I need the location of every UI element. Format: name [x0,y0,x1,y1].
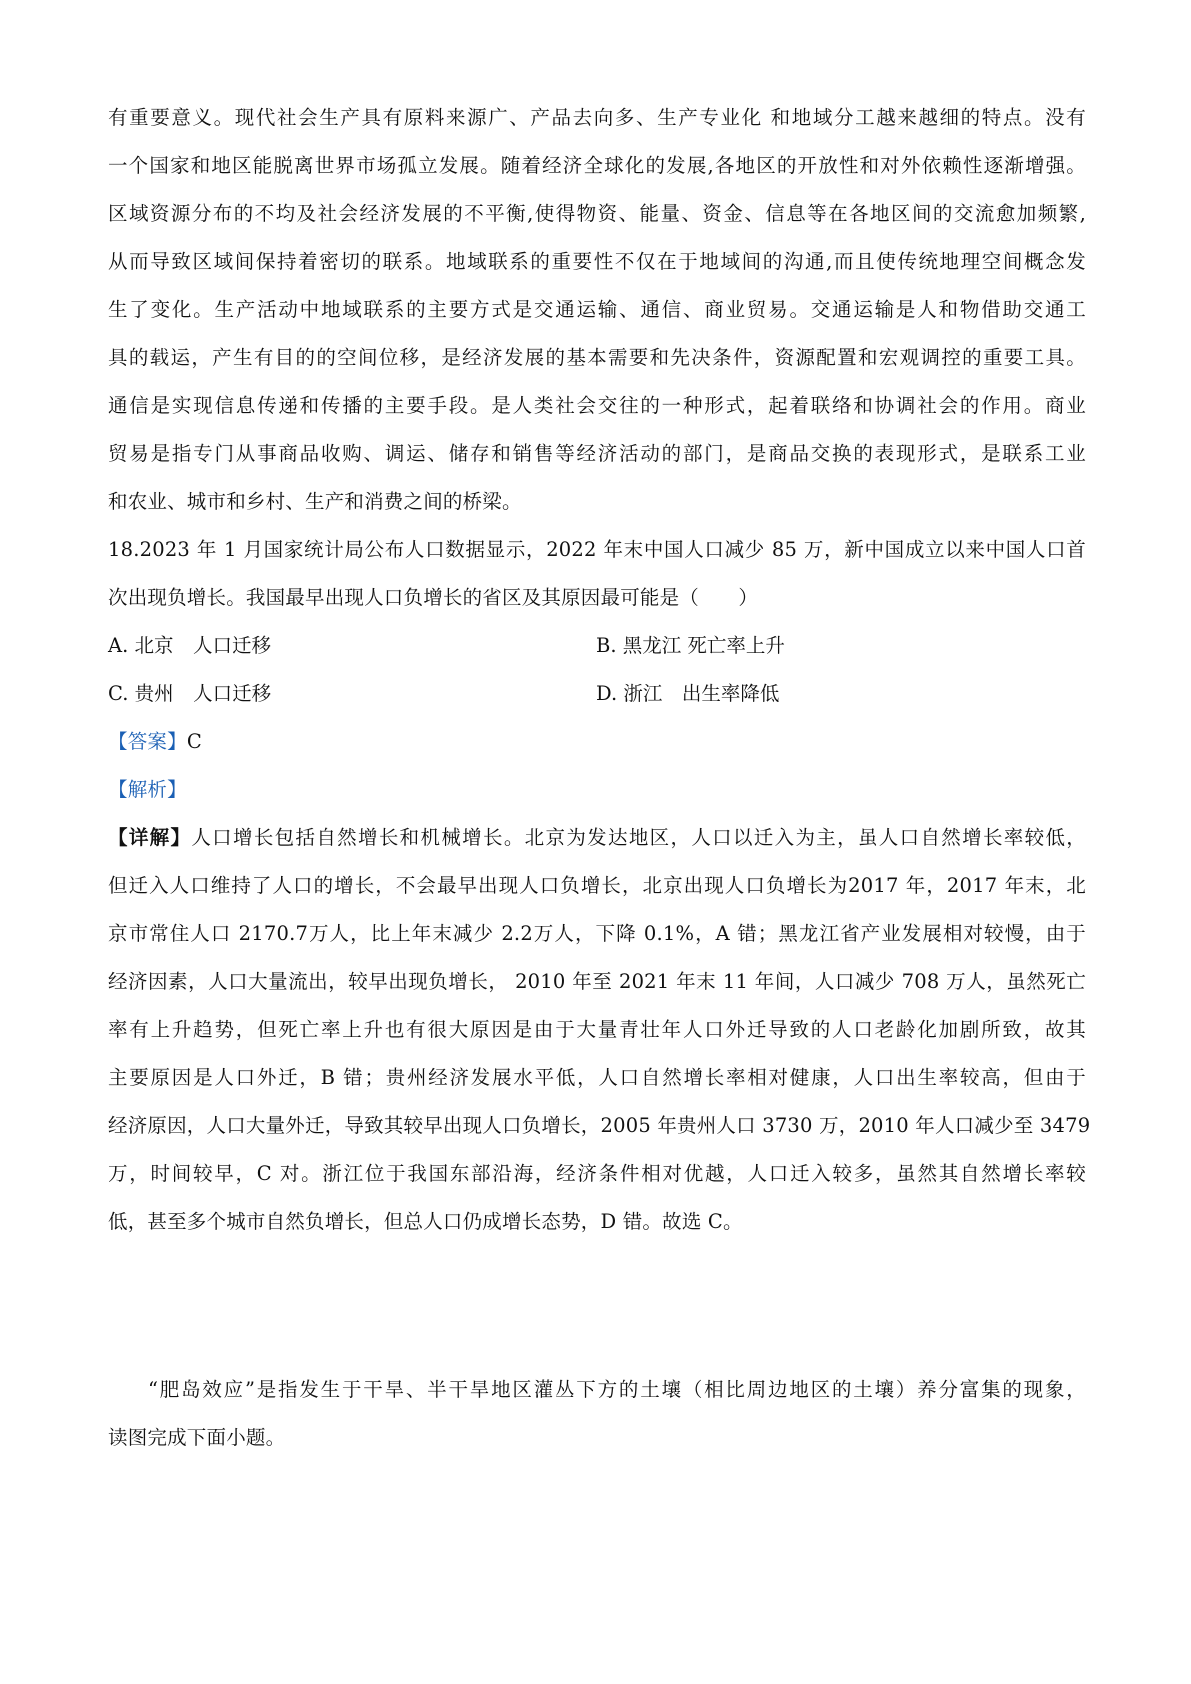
detail-paragraph [108,814,1091,1246]
analysis-line [108,766,1086,814]
detail-first-line [108,814,1086,862]
detail-line: 经济因素，人口大量流出，较早出现负增长， 2010 年至 2021 年末 11 年间，人口减少 708 万人，虽然死亡 [108,970,1086,993]
option-a: A. 北京 人口迁移 [108,634,271,657]
detail-line: 万，时间较早，C 对。浙江位于我国东部沿海，经济条件相对优越，人口迁入较多，虽然其自然增长率较 [108,1162,1086,1185]
paragraph-line: 具的载运，产生有目的的空间位移，是经济发展的基本需要和先决条件，资源配置和宏观调控的重要工具。 [108,346,1086,369]
option-row [108,670,1086,718]
detail-line: 率有上升趋势，但死亡率上升也有很大原因是由于大量青壮年人口外迁导致的人口老龄化加剧所致，故其 [108,1018,1086,1041]
detail-first-text: 人口增长包括自然增长和机械增长。北京为发达地区，人口以迁入为主，虽人口自然增长率较低， [191,826,1086,849]
answer-value: C [186,730,202,753]
paragraph-line: 通信是实现信息传递和传播的主要手段。是人类社会交往的一种形式，起着联络和协调社会的作用。商业 [108,394,1086,417]
paragraph-line: 区域资源分布的不均及社会经济发展的不平衡,使得物资、能量、资金、信息等在各地区间的交流愈加频繁, [108,202,1086,225]
document-page [108,94,1091,1462]
detail-line: 京市常住人口 2170.7万人，比上年末减少 2.2万人，下降 0.1%，A 错；黑龙江省产业发展相对较慢，由于 [108,922,1086,945]
option-d: D. 浙江 出生率降低 [596,682,780,705]
intro-paragraph [108,94,1086,526]
question-stem-line: 18.2023 年 1 月国家统计局公布人口数据显示，2022 年末中国人口减少 85 万，新中国成立以来中国人口首 [108,538,1086,561]
option-c: C. 贵州 人口迁移 [108,682,272,705]
paragraph-line: 从而导致区域间保持着密切的联系。地域联系的重要性不仅在于地域间的沟通,而且使传统地理空间概念发 [108,250,1086,273]
detail-line: 主要原因是人口外迁，B 错；贵州经济发展水平低，人口自然增长率相对健康，人口出生率较高，但由于 [108,1066,1086,1089]
intro-line: 读图完成下面小题。 [108,1426,286,1449]
intro-line: “肥岛效应”是指发生于干旱、半干旱地区灌丛下方的土壤（相比周边地区的土壤）养分富集的现象， [148,1378,1086,1401]
detail-line: 经济原因，人口大量外迁，导致其较早出现人口负增长，2005 年贵州人口 3730 万，2010 年人口减少至 3479 [108,1114,1091,1137]
question-stem-line: 次出现负增长。我国最早出现人口负增长的省区及其原因最可能是（ ） [108,586,759,609]
section-gap [108,1246,1086,1366]
detail-line: 低，甚至多个城市自然负增长，但总人口仍成增长态势，D 错。故选 C。 [108,1210,743,1233]
paragraph-line: 一个国家和地区能脱离世界市场孤立发展。随着经济全球化的发展,各地区的开放性和对外依赖性逐渐增强。 [108,154,1086,177]
next-question-intro [108,1366,1086,1462]
option-b: B. 黑龙江 死亡率上升 [596,634,785,657]
answer-label: 【答案】 [108,730,187,753]
option-row [108,622,1086,670]
detail-line: 但迁入人口维持了人口的增长，不会最早出现人口负增长，北京出现人口负增长为2017 年，2017 年末，北 [108,874,1086,897]
paragraph-line: 有重要意义。现代社会生产具有原料来源广、产品去向多、生产专业化 和地域分工越来越细的特点。没有 [108,106,1086,129]
paragraph-line: 生了变化。生产活动中地域联系的主要方式是交通运输、通信、商业贸易。交通运输是人和物借助交通工 [108,298,1086,321]
paragraph-line: 和农业、城市和乡村、生产和消费之间的桥梁。 [108,490,522,513]
answer-line [108,718,1086,766]
paragraph-line: 贸易是指专门从事商品收购、调运、储存和销售等经济活动的部门，是商品交换的表现形式，是联系工业 [108,442,1086,465]
analysis-label: 【解析】 [108,778,187,801]
detail-label: 【详解】 [108,826,192,849]
question-18 [108,526,1086,718]
